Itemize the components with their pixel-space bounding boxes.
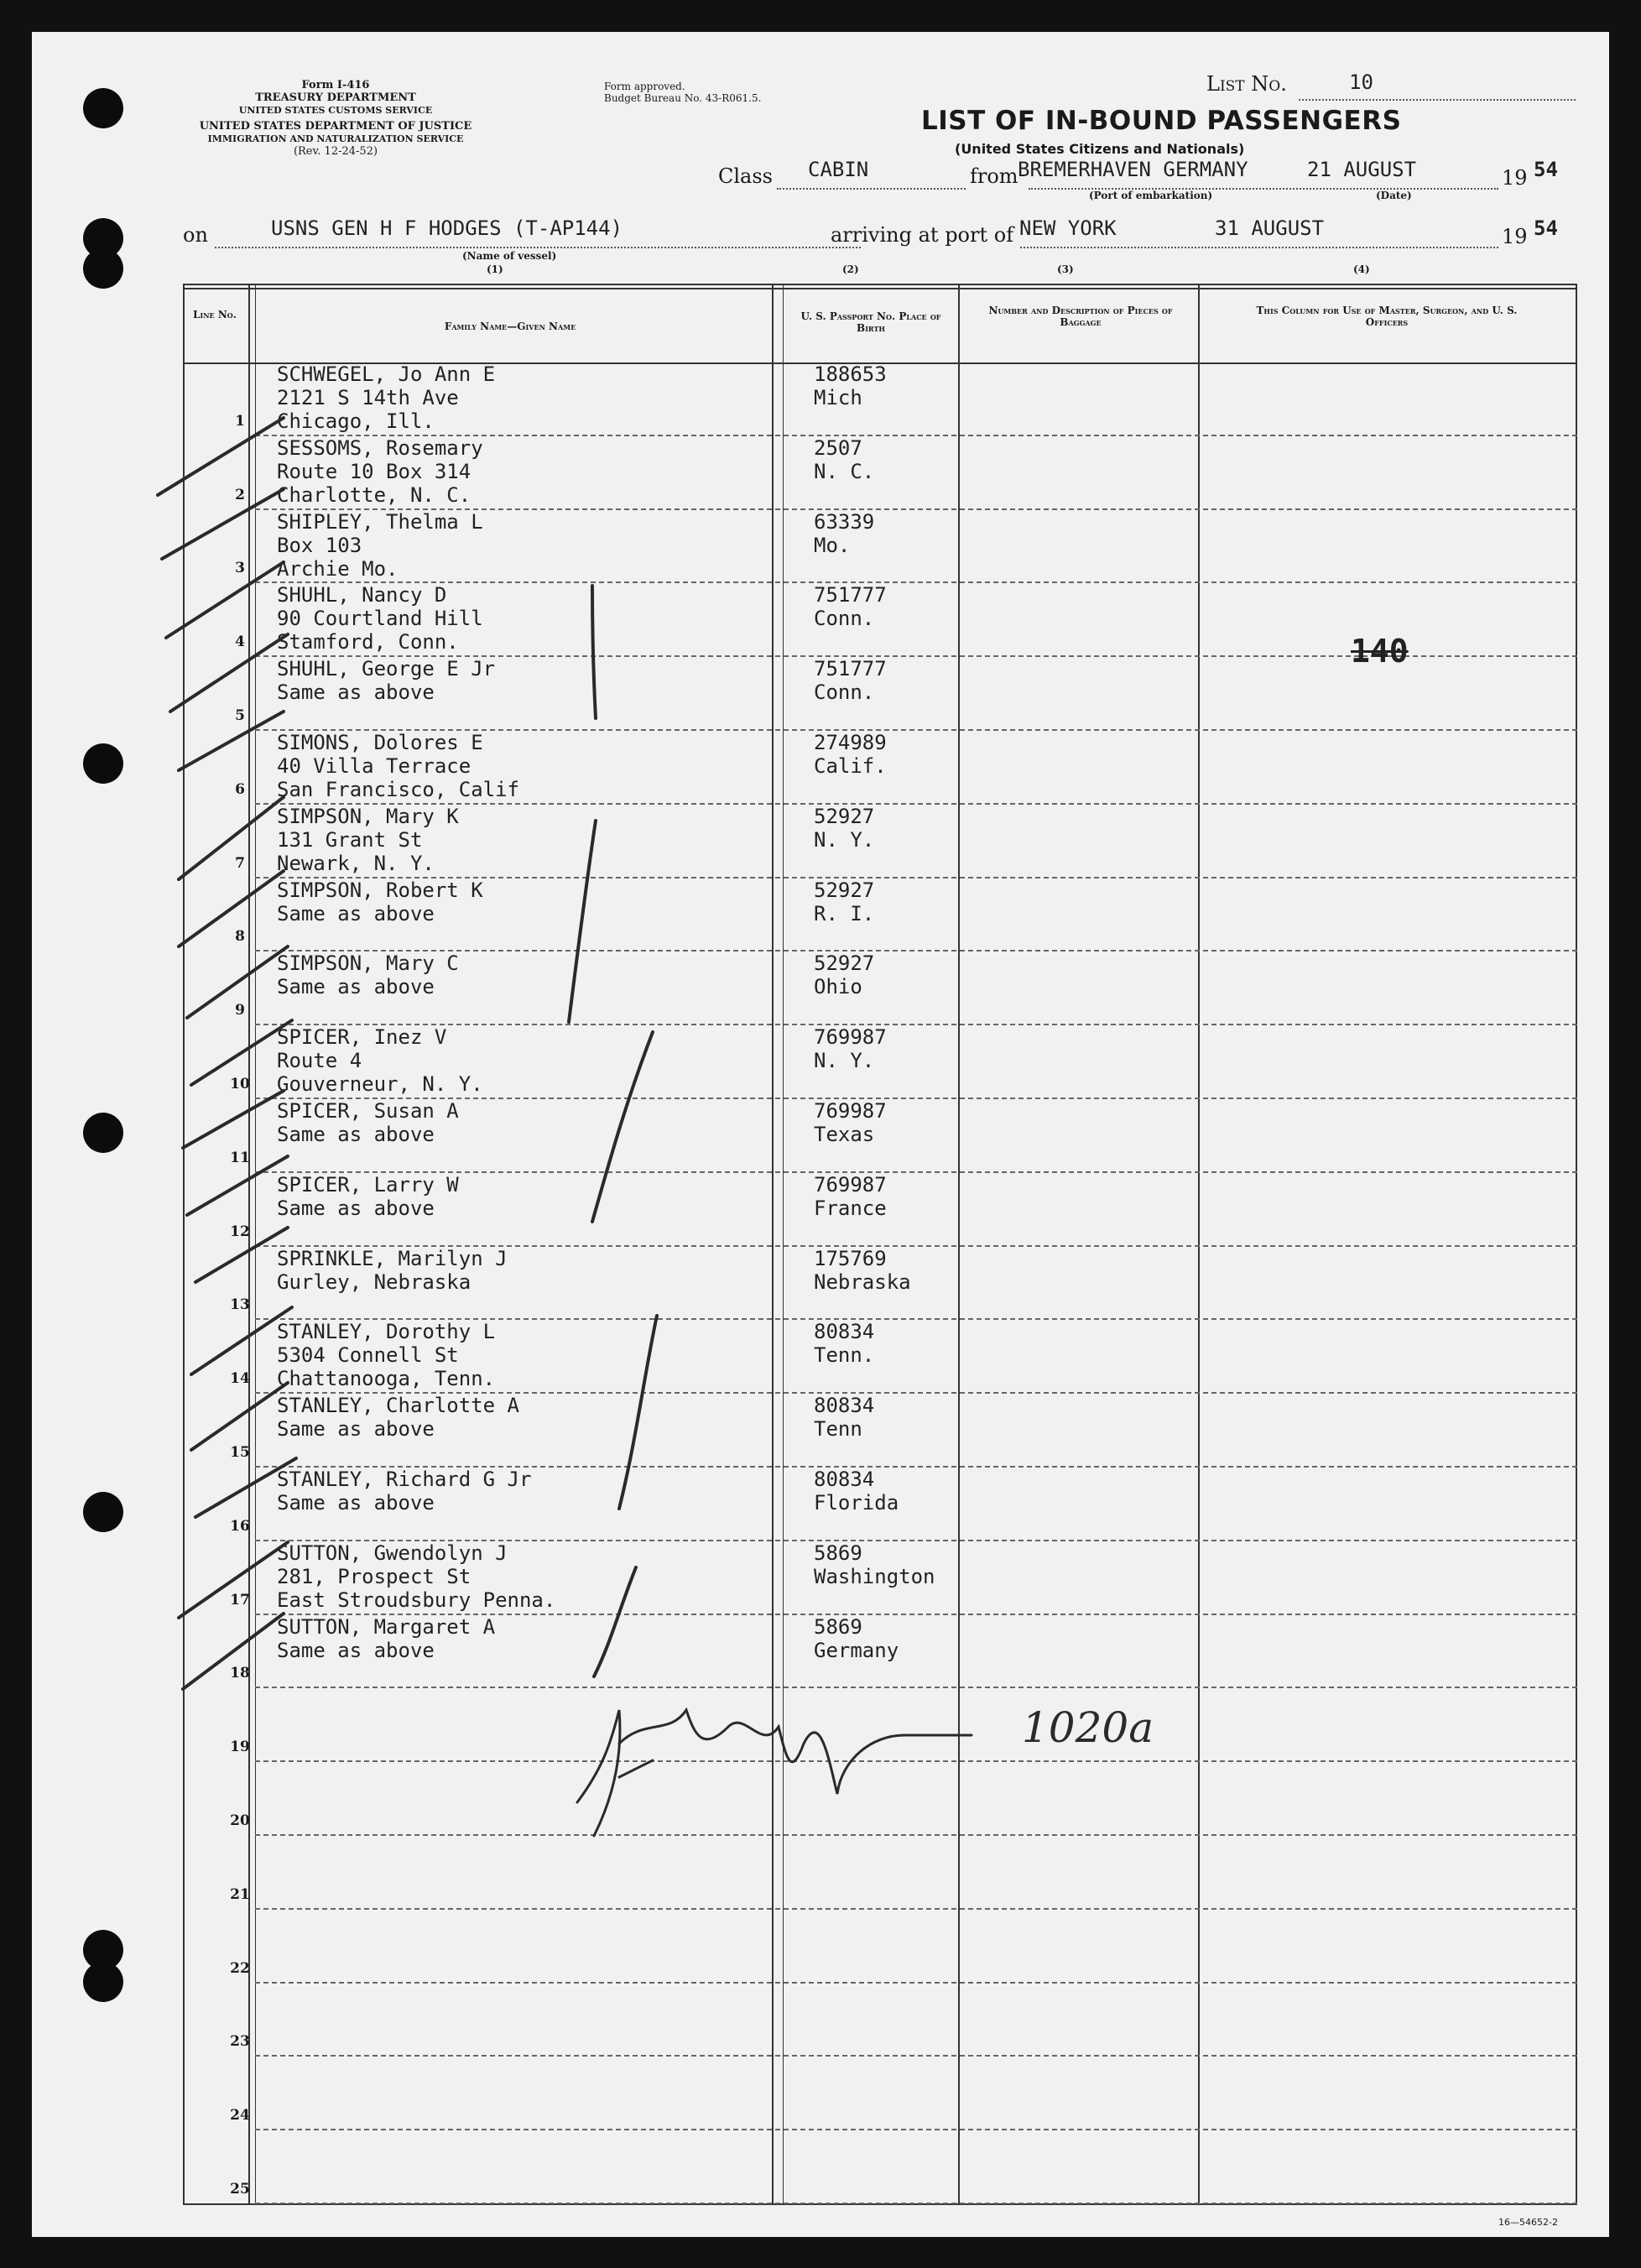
passenger-address: San Francisco, Calif (277, 778, 519, 801)
vessel-caption: (Name of vessel) (462, 250, 557, 262)
place-of-birth: Nebraska (814, 1270, 911, 1294)
line-number: 19 (230, 1739, 250, 1756)
line-number: 3 (235, 560, 245, 577)
signature-note: 1020a (1022, 1703, 1154, 1752)
passenger-name: STANLEY, Richard G Jr (277, 1468, 532, 1491)
line-number: 10 (230, 1076, 250, 1092)
col-header-officers: This Column for Use of Master, Surgeon, and U. S. Officers (1256, 305, 1518, 328)
dept-customs: UNITED STATES CUSTOMS SERVICE (238, 105, 433, 116)
passport-number: 5869 (814, 1614, 862, 1639)
passenger-name: SPICER, Larry W (277, 1172, 459, 1197)
passenger-address: Charlotte, N. C. (277, 482, 471, 507)
passenger-address: 90 Courtland Hill (277, 607, 483, 631)
passenger-address: Same as above (277, 975, 435, 999)
page-title: LIST OF IN-BOUND PASSENGERS (921, 106, 1402, 136)
dept-justice: UNITED STATES DEPARTMENT OF JUSTICE (199, 120, 472, 133)
place-of-birth: France (814, 1196, 887, 1220)
passenger-name: SIMPSON, Mary K (277, 804, 459, 828)
page-subtitle: (United States Citizens and Nationals) (955, 141, 1245, 157)
line-number: 24 (230, 2107, 250, 2125)
line-number: 13 (230, 1296, 250, 1314)
class-value: CABIN (808, 158, 869, 181)
col-header-line-no: Line No. (193, 309, 237, 321)
dept-treasury: TREASURY DEPARTMENT (255, 91, 416, 104)
line-number: 16 (230, 1517, 250, 1535)
passenger-address: Newark, N. Y. (277, 851, 435, 875)
passport-number: 52927 (814, 804, 875, 828)
passenger-name: SPICER, Susan A (277, 1099, 459, 1123)
line-number: 20 (230, 1812, 250, 1829)
line-number: 21 (230, 1885, 250, 1903)
passenger-address: Box 103 (277, 533, 362, 557)
passport-number: 751777 (814, 583, 887, 607)
passport-number: 188653 (814, 362, 887, 386)
date-caption: (Date) (1376, 190, 1412, 201)
place-of-birth: Conn. (814, 680, 875, 705)
passenger-address: Same as above (277, 680, 435, 705)
arrival-date: 31 AUGUST (1215, 216, 1325, 240)
col-header-baggage: Number and Description of Pieces of Baggage (988, 305, 1173, 328)
place-of-birth: N. Y. (814, 1049, 875, 1073)
passenger-address: Route 4 (277, 1049, 362, 1073)
place-of-birth: Florida (814, 1491, 899, 1515)
passport-number: 274989 (814, 731, 887, 754)
line-number: 1 (235, 412, 245, 430)
passenger-address: Route 10 Box 314 (277, 459, 471, 483)
arriving-label: arriving at port of (831, 223, 1014, 247)
place-of-birth: Ohio (814, 975, 862, 999)
passenger-name: SHUHL, George E Jr (277, 657, 496, 681)
on-label: on (183, 223, 208, 247)
passenger-name: SESSOMS, Rosemary (277, 435, 483, 460)
officer-note: 140 (1351, 633, 1409, 670)
line-number: 6 (235, 780, 245, 798)
line-number: 8 (235, 928, 245, 946)
place-of-birth: Tenn (814, 1417, 862, 1442)
year-2: 54 (1534, 216, 1558, 240)
passenger-address: 5304 Connell St (277, 1343, 459, 1368)
place-of-birth: Mo. (814, 533, 851, 557)
from-label: from (970, 164, 1018, 188)
passenger-name: SIMPSON, Mary C (277, 952, 459, 976)
place-of-birth: Mich (814, 386, 862, 409)
line-number: 5 (235, 707, 245, 724)
line-number: 4 (235, 633, 245, 651)
col-header-passport: U. S. Passport No. Place of Birth (800, 310, 941, 334)
passport-number: 751777 (814, 657, 887, 681)
passenger-address: 40 Villa Terrace (277, 754, 471, 778)
passport-number: 52927 (814, 952, 875, 976)
place-of-birth: Conn. (814, 607, 875, 631)
line-number: 22 (230, 1959, 250, 1977)
place-of-birth: R. I. (814, 901, 875, 925)
passenger-name: SHIPLEY, Thelma L (277, 509, 483, 534)
line-number: 15 (230, 1444, 250, 1461)
passport-number: 80834 (814, 1320, 875, 1344)
from-port: BREMERHAVEN GERMANY (1018, 158, 1248, 181)
passenger-address: 281, Prospect St (277, 1564, 471, 1588)
place-of-birth: Germany (814, 1638, 899, 1662)
passenger-name: STANLEY, Charlotte A (277, 1394, 519, 1418)
passenger-name: SCHWEGEL, Jo Ann E (277, 362, 496, 386)
class-label: Class (718, 164, 773, 188)
form-approved: Form approved. (604, 81, 685, 92)
line-number: 23 (230, 2033, 250, 2051)
passenger-address: Gouverneur, N. Y. (277, 1072, 483, 1097)
passenger-address: Same as above (277, 901, 435, 925)
col-num-1: (1) (487, 263, 503, 275)
vessel-name: USNS GEN H F HODGES (T-AP144) (271, 216, 623, 240)
from-date: 21 AUGUST (1307, 158, 1417, 181)
passenger-name: SIMONS, Dolores E (277, 731, 483, 754)
place-of-birth: Texas (814, 1123, 875, 1146)
embarkation-caption: (Port of embarkation) (1089, 190, 1213, 201)
passport-number: 769987 (814, 1172, 887, 1197)
passenger-name: SUTTON, Gwendolyn J (277, 1541, 508, 1565)
footer-code: 16—54652-2 (1498, 2217, 1558, 2228)
passport-number: 63339 (814, 509, 875, 534)
passport-number: 80834 (814, 1468, 875, 1491)
arrival-port: NEW YORK (1019, 216, 1117, 240)
passenger-address: Chattanooga, Tenn. (277, 1367, 496, 1391)
passport-number: 769987 (814, 1099, 887, 1123)
year-1: 54 (1534, 158, 1558, 181)
passport-number: 52927 (814, 878, 875, 902)
line-number: 11 (230, 1149, 250, 1166)
passport-number: 80834 (814, 1394, 875, 1418)
year-prefix-1: 19 (1502, 166, 1528, 190)
signature (577, 1710, 972, 1836)
passenger-name: SPICER, Inez V (277, 1025, 447, 1050)
passenger-address: Same as above (277, 1638, 435, 1662)
line-number: 25 (230, 2181, 250, 2198)
passenger-address: 2121 S 14th Ave (277, 386, 459, 409)
passenger-address: Same as above (277, 1491, 435, 1515)
passenger-name: SHUHL, Nancy D (277, 583, 447, 607)
passenger-name: SPRINKLE, Marilyn J (277, 1246, 508, 1270)
line-number: 12 (230, 1223, 250, 1240)
passenger-address: Archie Mo. (277, 556, 399, 581)
budget-bureau: Budget Bureau No. 43-R061.5. (604, 92, 762, 104)
place-of-birth: Tenn. (814, 1343, 875, 1368)
form-revision: (Rev. 12-24-52) (293, 145, 378, 158)
year-prefix-2: 19 (1502, 225, 1528, 248)
place-of-birth: Washington (814, 1564, 935, 1588)
line-number: 9 (235, 1002, 245, 1019)
line-number: 2 (235, 486, 245, 503)
line-number: 7 (235, 854, 245, 872)
place-of-birth: N. C. (814, 459, 875, 483)
col-num-2: (2) (842, 263, 859, 275)
passport-number: 175769 (814, 1246, 887, 1270)
list-no-value: 10 (1349, 70, 1373, 94)
place-of-birth: Calif. (814, 754, 887, 778)
passenger-address: Stamford, Conn. (277, 630, 459, 654)
passenger-address: Same as above (277, 1123, 435, 1146)
dept-ins: IMMIGRATION AND NATURALIZATION SERVICE (207, 133, 464, 144)
passport-number: 769987 (814, 1025, 887, 1050)
passenger-name: STANLEY, Dorothy L (277, 1320, 496, 1344)
passenger-address: Same as above (277, 1196, 435, 1220)
list-no-label: List No. (1206, 72, 1287, 96)
col-num-4: (4) (1353, 263, 1370, 275)
form-number: Form I-416 (301, 79, 370, 91)
line-number: 18 (230, 1665, 250, 1682)
passport-number: 2507 (814, 435, 862, 460)
document-page (32, 32, 1609, 2237)
passenger-address: Gurley, Nebraska (277, 1270, 471, 1294)
passenger-address: Same as above (277, 1417, 435, 1442)
passenger-name: SUTTON, Margaret A (277, 1614, 496, 1639)
passenger-address: Chicago, Ill. (277, 409, 435, 433)
col-num-3: (3) (1057, 263, 1074, 275)
passport-number: 5869 (814, 1541, 862, 1565)
line-number: 14 (230, 1370, 250, 1388)
passenger-address: 131 Grant St (277, 827, 423, 852)
passenger-name: SIMPSON, Robert K (277, 878, 483, 902)
place-of-birth: N. Y. (814, 827, 875, 852)
col-header-name: Family Name—Given Name (444, 321, 576, 332)
line-number: 17 (230, 1591, 250, 1608)
passenger-address: East Stroudsbury Penna. (277, 1588, 556, 1612)
handwritten-marks (32, 32, 1609, 2237)
